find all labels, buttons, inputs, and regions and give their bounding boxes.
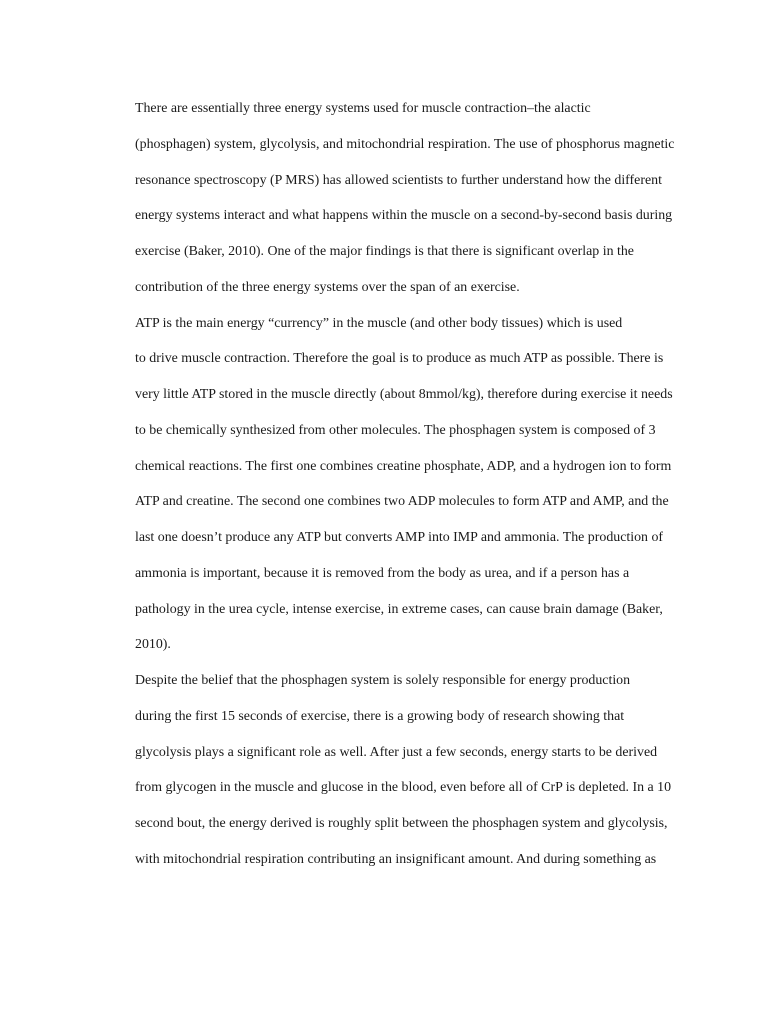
text-line: energy systems interact and what happens within the muscle on a second-by-second basis during [135, 208, 673, 224]
text-line: pathology in the urea cycle, intense exercise, in extreme cases, can cause brain damage (Baker, [135, 601, 663, 617]
text-line: resonance spectroscopy (P MRS) has allowed scientists to further understand how the different [135, 172, 662, 188]
text-line: ATP is the main energy “currency” in the muscle (and other body tissues) which is used [135, 315, 623, 331]
text-line: from glycogen in the muscle and glucose in the blood, even before all of CrP is depleted. In a 10 [135, 780, 672, 796]
text-line: last one doesn’t produce any ATP but converts AMP into IMP and ammonia. The production of [135, 530, 664, 545]
text-line: very little ATP stored in the muscle directly (about 8mmol/kg), therefore during exercise it needs [135, 387, 673, 402]
text-line: Despite the belief that the phosphagen system is solely responsible for energy production [135, 673, 631, 688]
text-line: There are essentially three energy systems used for muscle contraction–the alactic [135, 101, 591, 116]
paragraph-energy-systems [90, 91, 680, 306]
text-line: exercise (Baker, 2010). One of the major findings is that there is significant overlap in the [135, 244, 634, 259]
body-text [90, 91, 680, 878]
text-line: ammonia is important, because it is removed from the body as urea, and if a person has a [135, 565, 630, 581]
text-line: during the first 15 seconds of exercise, there is a growing body of research showing that [135, 708, 625, 724]
text-line: 2010). [135, 637, 171, 653]
text-line: (phosphagen) system, glycolysis, and mitochondrial respiration. The use of phosphorus magnetic [135, 136, 675, 152]
text-line: ATP and creatine. The second one combines two ADP molecules to form ATP and AMP, and the [135, 494, 669, 510]
text-line: glycolysis plays a significant role as well. After just a few seconds, energy starts to be derived [135, 744, 658, 760]
paragraph-glycolysis [90, 663, 680, 878]
text-line: to drive muscle contraction. Therefore the goal is to produce as much ATP as possible. There is [135, 351, 664, 367]
paragraph-atp [90, 306, 680, 664]
text-line: to be chemically synthesized from other molecules. The phosphagen system is composed of 3 [135, 422, 656, 438]
text-line: with mitochondrial respiration contributing an insignificant amount. And during something as [135, 851, 657, 867]
text-line: contribution of the three energy systems over the span of an exercise. [135, 279, 520, 295]
text-line: chemical reactions. The first one combines creatine phosphate, ADP, and a hydrogen ion to form [135, 458, 672, 474]
text-line: second bout, the energy derived is roughly split between the phosphagen system and glycolysis, [135, 816, 668, 831]
